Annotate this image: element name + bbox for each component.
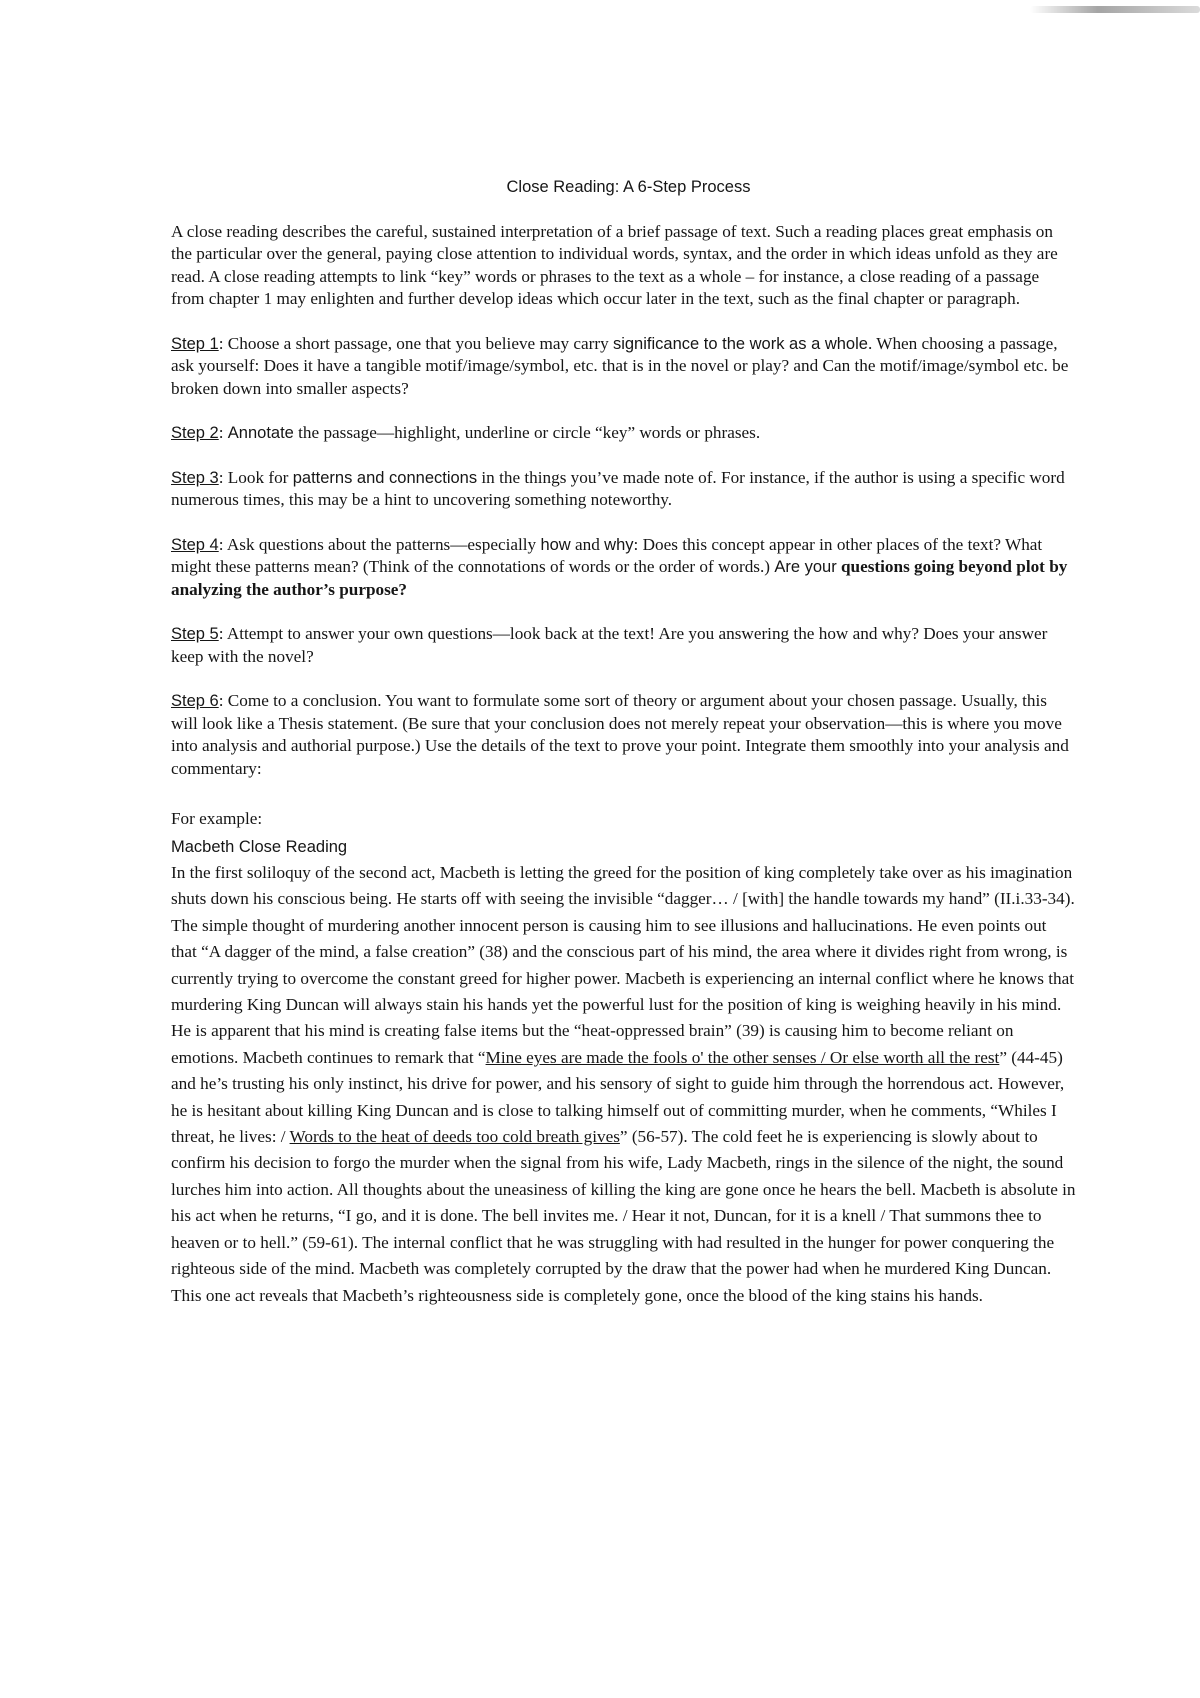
step-4-bold-question: questions going beyond plot by analyzing the author’s purpose? [171,557,1068,599]
essay-text-1: In the first soliloquy of the second act, Macbeth is letting the greed for the position of king completely take over as his imagination shuts down his conscious being. He starts off with seeing the invisible “dagger… / [with] the handle towards my hand” (II.i.33-34). The simple thought of murdering another innocent person is causing him to see illusions and hallucinations. He even points out that “A dagger of the mind, a false creation” (38) and the conscious part of his mind, the area where it divides right from wrong, is currently trying to overcome the constant greed for higher power. Macbeth is experiencing an internal conflict where he knows that murdering King Duncan will always stain his hands yet the powerful lust for the position of king is weighing heavily in his mind. He is apparent that his mind is creating false items but the “heat-oppressed brain” (39) is causing him to become reliant on emotions. Macbeth continues to remark that “ [171,863,1075,1067]
step-3-paragraph [171,467,1076,512]
step-1-paragraph [171,333,1076,401]
step-4-label: Step 4 [171,535,219,554]
underlined-quote-2: Words to the heat of deeds too cold breath gives [289,1127,620,1147]
step-4-text-c: and [570,534,605,554]
step-4-text-e: : Does this concept appear in other places of the text? What might these patterns mean? (Think of the connotations of words or the order of words.) [171,534,1043,576]
underlined-quote-1: Mine eyes are made the fools o' the other senses / Or else worth all the rest [485,1047,1000,1067]
intro-paragraph: A close reading describes the careful, sustained interpretation of a brief passage of text. Such a reading places great emphasis on the particular over the general, paying close attention to individual words, syntax, and the order in which ideas unfold as they are read. A close reading attempts to link “key” words or phrases to the text as a whole – for instance, a close reading of a passage from chapter 1 may enlighten and further develop ideas which occur later in the text, such as the final chapter or paragraph. [171,221,1058,308]
step-3-text-a: : Look for [218,467,293,487]
step-2-paragraph [171,422,1076,445]
scan-smudge [1030,6,1200,13]
step-3-emphasis: patterns and connections [292,468,478,487]
example-title: Macbeth Close Reading [171,837,348,856]
step-2-text-a: : [218,423,228,442]
step-6-paragraph [171,690,1076,780]
step-2-emphasis: Annotate [227,424,294,442]
essay-text-3: ” (56-57). The cold feet he is experiencing is slowly about to confirm his decision to forgo the murder when the signal from his wife, Lady Macbeth, rings in the silence of the night, the sound lurches him into action. All thoughts about the uneasiness of killing the king are gone once he hears the bell. Macbeth is absolute in his act when he returns, “I go, and it is done. The bell invites me. / Hear it not, Duncan, for it is a knell / That summons thee to heaven or to hell.” (59-61). The internal conflict that he was struggling with had resulted in the hunger for power conquering the righteous side of the mind. Macbeth was completely corrupted by the draw that the power had when he murdered King Duncan. This one act reveals that Macbeth’s righteousness side is completely gone, once the blood of the king stains his hands. [171,1127,1076,1305]
step-6-label: Step 6 [171,692,219,710]
step-3-text-c: in the things you’ve made note of. For instance, if the author is using a specific word numerous times, this may be a hint to uncovering something noteworthy. [171,467,1065,509]
step-4-emphasis-why: why [604,535,634,554]
step-6-text: : Come to a conclusion. You want to formulate some sort of theory or argument about your chosen passage. Usually, this will look like a Thesis statement. (Be sure that your conclusion does not merely repeat your observation—this is where you move into analysis and authorial purpose.) Use the details of the text to prove your point. Integrate them smoothly into your analysis and commentary: [171,691,1069,778]
step-4-emphasis-are-your: Are your [774,558,837,576]
document-page [171,176,1076,1309]
example-label: For example: [171,809,263,828]
step-4-text-a: : Ask questions about the patterns—especially [218,534,541,554]
step-5-paragraph [171,623,1076,668]
step-1-text-a: : Choose a short passage, one that you believe may carry [218,333,613,353]
example-essay-paragraph [171,860,1076,1309]
step-5-text: : Attempt to answer your own questions—look back at the text! Are you answering the how and why? Does your answer keep with the novel? [171,624,1048,666]
document-title: Close Reading: A 6-Step Process [506,178,751,196]
step-1-text-c: . When choosing a passage, ask yourself: Does it have a tangible motif/image/symbol, etc. that is in the novel or play? and Can the motif/image/symbol etc. be broken down into smaller aspects? [171,333,1069,398]
step-5-label: Step 5 [171,625,219,643]
step-3-label: Step 3 [171,468,219,487]
essay-text-2: ” (44-45) and he’s trusting his only instinct, his drive for power, and his sensory of sight to guide him through the horrendous act. However, he is hesitant about killing King Duncan and is close to talking himself out of committing murder, when he comments, “Whiles I threat, he lives: / [171,1047,1065,1147]
step-2-label: Step 2 [171,424,219,442]
step-4-emphasis-how: how [540,535,571,554]
step-4-paragraph [171,534,1076,602]
step-2-text-c: the passage—highlight, underline or circle “key” words or phrases. [293,423,761,442]
step-1-label: Step 1 [171,334,219,353]
step-1-emphasis: significance to the work as a whole [612,334,868,353]
